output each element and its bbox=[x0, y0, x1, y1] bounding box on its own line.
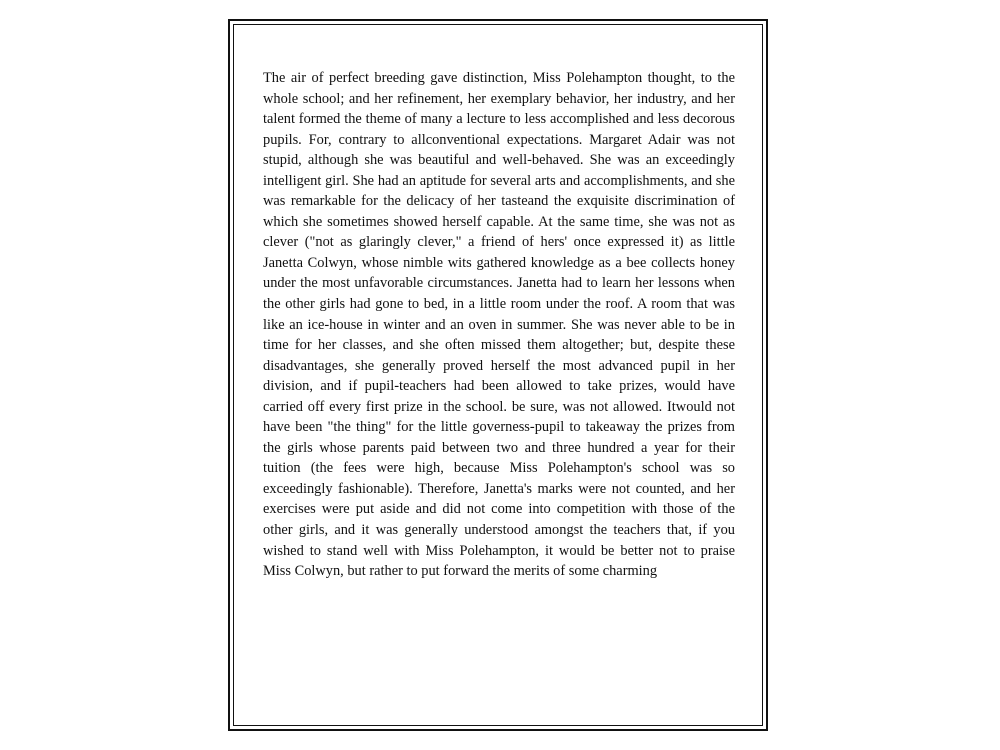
body-paragraph: The air of perfect breeding gave distinction, Miss Polehampton thought, to the whole school; and her refinement, her exemplary behavior, her industry, and her talent formed the theme of many a lecture to less accomplished and less decorous pupils. For, contrary to allconventional expectations. Margaret Adair was not stupid, although she was beautiful and well-behaved. She was an exceedingly intelligent girl. She had an aptitude for several arts and accomplishments, and she was remarkable for the delicacy of her tasteand the exquisite discrimination of which she sometimes showed herself capable. At the same time, she was not as clever ("not as glaringly clever," a friend of hers' once expressed it) as little Janetta Colwyn, whose nimble wits gathered knowledge as a bee collects honey under the most unfavorable circumstances. Janetta had to learn her lessons when the other girls had gone to bed, in a little room under the roof. A room that was like an ice-house in winter and an oven in summer. She was never able to be in time for her classes, and she often missed them altogether; but, despite these disadvantages, she generally proved herself the most advanced pupil in her division, and if pupil-teachers had been allowed to take prizes, would have carried off every first prize in the school. be sure, was not allowed. Itwould not have been "the thing" for the little governess-pupil to takeaway the prizes from the girls whose parents paid between two and three hundred a year for their tuition (the fees were high, because Miss Polehampton's school was so exceedingly fashionable). Therefore, Janetta's marks were not counted, and her exercises were put aside and did not come into competition with those of the other girls, and it was generally understood amongst the teachers that, if you wished to stand well with Miss Polehampton, it would be better not to praise Miss Colwyn, but rather to put forward the merits of some charming bbox=[263, 70, 735, 580]
